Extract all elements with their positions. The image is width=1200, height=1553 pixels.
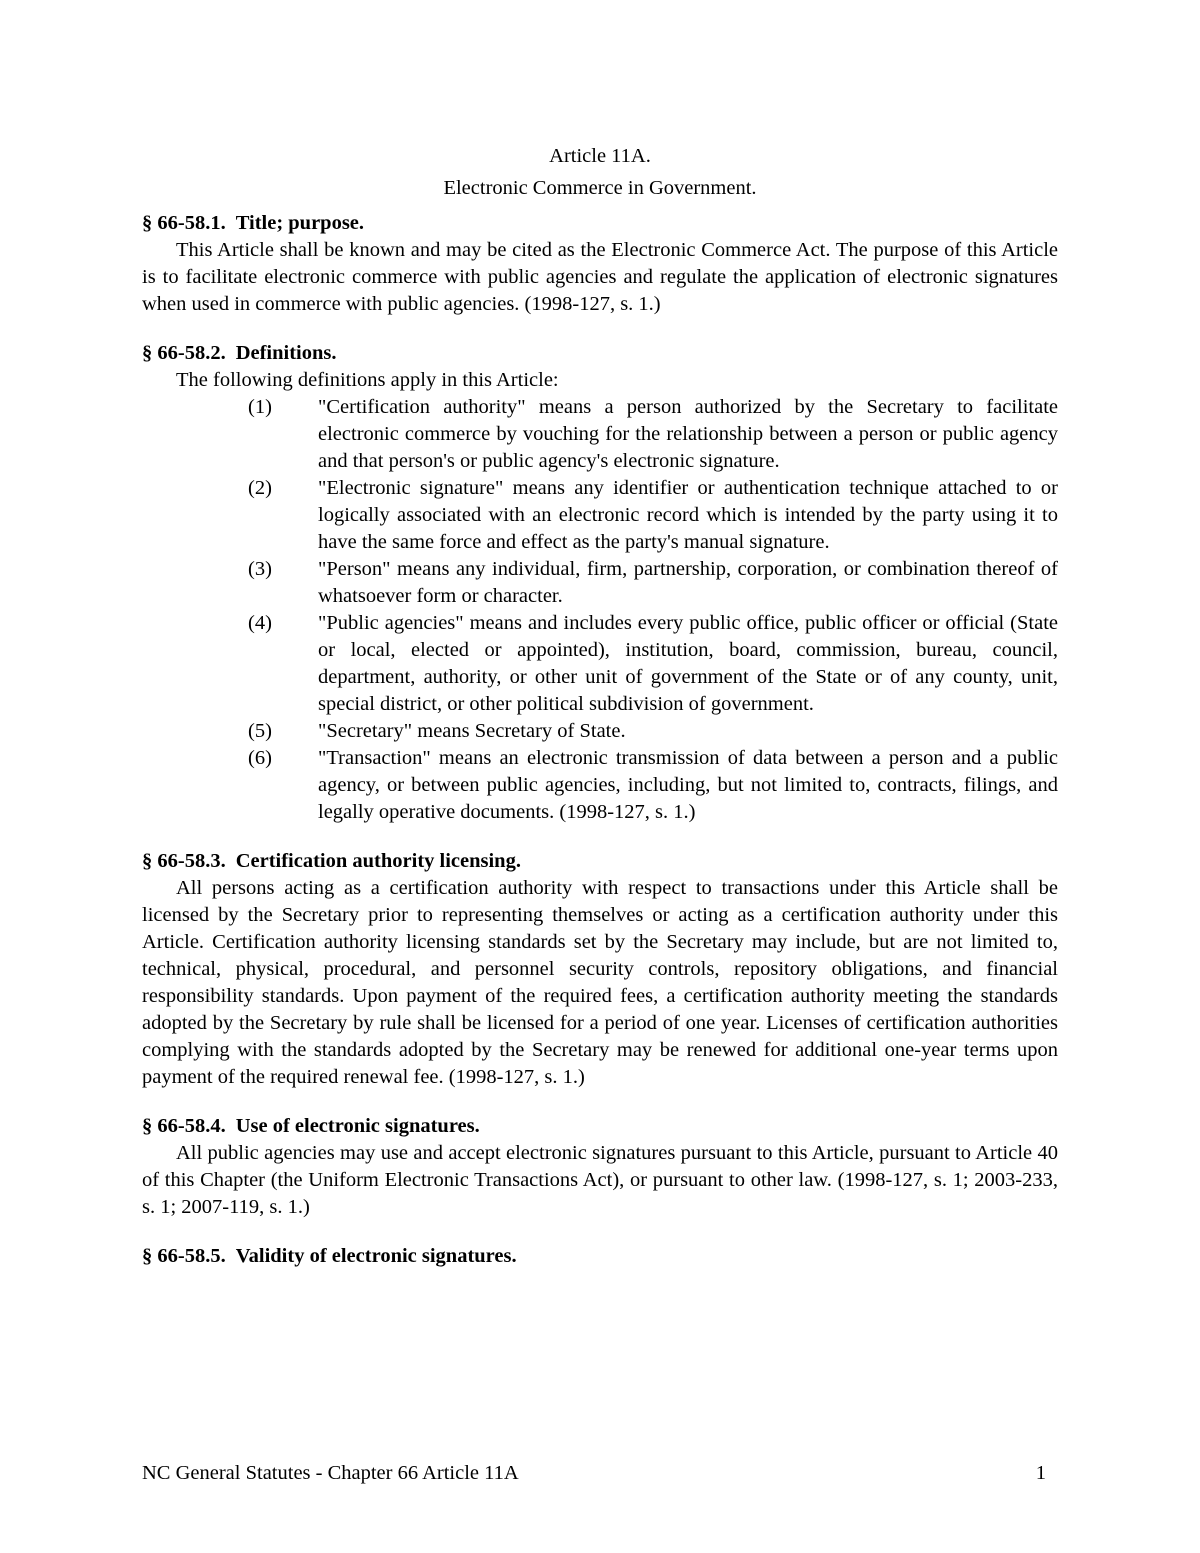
- definition-text: "Secretary" means Secretary of State.: [318, 720, 626, 742]
- definition-number: (3): [248, 558, 272, 580]
- definition-item: [142, 475, 1058, 556]
- section-title: Validity of electronic signatures.: [235, 1245, 517, 1267]
- section-number: § 66-58.1.: [142, 212, 226, 234]
- section-body: The following definitions apply in this Article:: [176, 369, 559, 391]
- article-subtitle: Electronic Commerce in Government.: [443, 177, 757, 199]
- section-heading: [142, 1113, 1058, 1140]
- definition-text: "Electronic signature" means any identifier or authentication technique attached to or logically associated with an electronic record which is intended by the party using it to have the same force and effect as the party's manual signature.: [318, 477, 1058, 553]
- footer-title: NC General Statutes - Chapter 66 Article 11A: [142, 1462, 519, 1484]
- section-number: § 66-58.5.: [142, 1245, 226, 1267]
- section-heading: [142, 340, 1058, 367]
- section-number: § 66-58.4.: [142, 1115, 226, 1137]
- definitions-list: [142, 394, 1058, 826]
- definition-item: [142, 556, 1058, 610]
- definition-text: "Public agencies" means and includes every public office, public officer or official (State or local, elected or appointed), institution, board, commission, bureau, council, department, authority, or other unit of government of the State or of any county, unit, special district, or other political subdivision of government.: [318, 612, 1058, 715]
- article-title: Article 11A.: [549, 145, 651, 167]
- section-66-58-5: [142, 1243, 1058, 1270]
- section-66-58-1: [142, 210, 1058, 318]
- page-footer: [142, 1458, 1058, 1488]
- section-heading: [142, 1243, 1058, 1270]
- section-heading: [142, 848, 1058, 875]
- definition-number: (2): [248, 477, 272, 499]
- definition-item: [142, 718, 1058, 745]
- definition-item: [142, 610, 1058, 718]
- page-number: 1: [1035, 1462, 1046, 1484]
- definition-item: [142, 394, 1058, 475]
- section-title: Use of electronic signatures.: [235, 1115, 480, 1137]
- definition-number: (1): [248, 396, 272, 418]
- definition-number: (5): [248, 720, 272, 742]
- definition-text: "Certification authority" means a person authorized by the Secretary to facilitate electronic commerce by vouching for the relationship between a person or public agency and that person's or public agency's electronic signature.: [318, 396, 1058, 472]
- section-66-58-3: [142, 848, 1058, 1091]
- section-body: All public agencies may use and accept electronic signatures pursuant to this Article, pursuant to Article 40 of this Chapter (the Uniform Electronic Transactions Act), or pursuant to other law. (1998-127, s. 1; 2003-233, s. 1; 2007-119, s. 1.): [142, 1142, 1058, 1218]
- definition-number: (6): [248, 747, 272, 769]
- document-page: [142, 140, 1058, 1270]
- section-title: Definitions.: [235, 342, 337, 364]
- section-title: Title; purpose.: [235, 212, 365, 234]
- section-title: Certification authority licensing.: [235, 850, 521, 872]
- definition-text: "Transaction" means an electronic transmission of data between a person and a public agency, or between public agencies, including, but not limited to, contracts, filings, and legally operative documents. (1998-127, s. 1.): [318, 747, 1058, 823]
- section-body: All persons acting as a certification authority with respect to transactions under this Article shall be licensed by the Secretary prior to representing themselves or acting as a certification authority under this Article. Certification authority licensing standards set by the Secretary may include, but are not limited to, technical, physical, procedural, and personnel security controls, repository obligations, and financial responsibility standards. Upon payment of the required fees, a certification authority meeting the standards adopted by the Secretary by rule shall be licensed for a period of one year. Licenses of certification authorities complying with the standards adopted by the Secretary may be renewed for additional one-year terms upon payment of the required renewal fee. (1998-127, s. 1.): [142, 877, 1058, 1088]
- section-66-58-2: [142, 340, 1058, 826]
- section-number: § 66-58.3.: [142, 850, 226, 872]
- section-heading: [142, 210, 1058, 237]
- definition-text: "Person" means any individual, firm, partnership, corporation, or combination thereof of whatsoever form or character.: [318, 558, 1058, 607]
- section-number: § 66-58.2.: [142, 342, 226, 364]
- definition-number: (4): [248, 612, 272, 634]
- section-body: This Article shall be known and may be cited as the Electronic Commerce Act. The purpose of this Article is to facilitate electronic commerce with public agencies and regulate the application of electronic signatures when used in commerce with public agencies. (1998-127, s. 1.): [142, 239, 1058, 315]
- section-66-58-4: [142, 1113, 1058, 1221]
- definition-item: [142, 745, 1058, 826]
